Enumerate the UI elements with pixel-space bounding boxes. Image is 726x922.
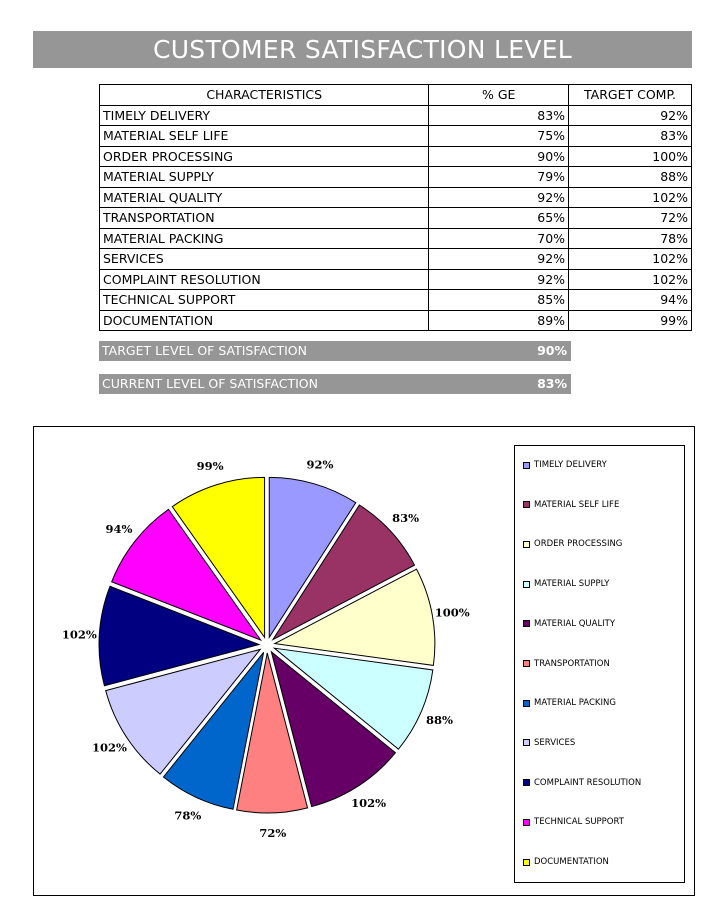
legend-swatch <box>523 462 530 469</box>
characteristic-cell: SERVICES <box>100 249 429 270</box>
table-row <box>100 310 692 331</box>
target-satisfaction-label: TARGET LEVEL OF SATISFACTION <box>102 343 307 358</box>
characteristic-cell: MATERIAL SELF LIFE <box>100 126 429 147</box>
legend-swatch <box>523 501 530 508</box>
legend-swatch <box>523 620 530 627</box>
target-cell: 102% <box>569 249 692 270</box>
legend-label: COMPLAINT RESOLUTION <box>534 777 642 788</box>
ge-cell: 92% <box>429 249 569 270</box>
legend-item <box>523 458 607 472</box>
legend-swatch <box>523 660 530 667</box>
legend-label: MATERIAL SUPPLY <box>534 579 610 590</box>
legend-swatch <box>523 700 530 707</box>
legend-label: SERVICES <box>534 737 576 748</box>
pie-data-label: 83% <box>392 510 420 525</box>
characteristic-cell: TECHNICAL SUPPORT <box>100 290 429 311</box>
characteristic-cell: COMPLAINT RESOLUTION <box>100 269 429 290</box>
table-row <box>100 167 692 188</box>
characteristic-cell: TIMELY DELIVERY <box>100 105 429 126</box>
target-cell: 92% <box>569 105 692 126</box>
chart-legend <box>514 445 685 883</box>
legend-swatch <box>523 859 530 866</box>
target-satisfaction-value: 90% <box>537 343 567 358</box>
target-cell: 88% <box>569 167 692 188</box>
table-row <box>100 105 692 126</box>
target-satisfaction-bar <box>99 341 571 361</box>
satisfaction-table <box>99 84 692 331</box>
target-cell: 100% <box>569 146 692 167</box>
legend-label: MATERIAL SELF LIFE <box>534 499 620 510</box>
pie-data-label: 102% <box>351 796 387 811</box>
legend-item <box>523 815 624 829</box>
pie-data-label: 88% <box>425 712 453 727</box>
ge-cell: 65% <box>429 208 569 229</box>
legend-label: TIMELY DELIVERY <box>534 460 607 470</box>
ge-cell: 92% <box>429 187 569 208</box>
table-row <box>100 187 692 208</box>
current-satisfaction-bar <box>99 374 571 394</box>
ge-cell: 90% <box>429 146 569 167</box>
page-title: CUSTOMER SATISFACTION LEVEL <box>33 31 692 68</box>
legend-label: TRANSPORTATION <box>534 658 610 669</box>
pie-data-label: 102% <box>61 627 97 642</box>
ge-cell: 85% <box>429 290 569 311</box>
target-cell: 99% <box>569 310 692 331</box>
pie-data-label: 99% <box>196 458 224 473</box>
legend-item <box>523 537 622 551</box>
characteristic-cell: MATERIAL PACKING <box>100 228 429 249</box>
legend-item <box>523 855 609 869</box>
ge-cell: 79% <box>429 167 569 188</box>
legend-label: ORDER PROCESSING <box>534 539 623 550</box>
ge-cell: 83% <box>429 105 569 126</box>
header-characteristics: CHARACTERISTICS <box>100 85 429 106</box>
pie-data-label: 94% <box>105 522 133 537</box>
legend-swatch <box>523 779 530 786</box>
table-row <box>100 269 692 290</box>
legend-label: MATERIAL QUALITY <box>534 618 616 629</box>
target-cell: 83% <box>569 126 692 147</box>
characteristic-cell: TRANSPORTATION <box>100 208 429 229</box>
pie-data-label: 72% <box>259 825 287 840</box>
table-header-row <box>100 85 692 106</box>
table-row <box>100 208 692 229</box>
characteristic-cell: DOCUMENTATION <box>100 310 429 331</box>
table-row <box>100 126 692 147</box>
legend-swatch <box>523 819 530 826</box>
legend-swatch <box>523 581 530 588</box>
ge-cell: 89% <box>429 310 569 331</box>
characteristic-cell: MATERIAL QUALITY <box>100 187 429 208</box>
target-cell: 94% <box>569 290 692 311</box>
pie-chart-frame <box>33 426 695 896</box>
pie-data-label: 92% <box>306 457 334 472</box>
characteristic-cell: ORDER PROCESSING <box>100 146 429 167</box>
ge-cell: 75% <box>429 126 569 147</box>
characteristic-cell: MATERIAL SUPPLY <box>100 167 429 188</box>
pie-chart <box>34 427 504 895</box>
ge-cell: 92% <box>429 269 569 290</box>
legend-swatch <box>523 541 530 548</box>
current-satisfaction-value: 83% <box>537 376 567 391</box>
table-row <box>100 249 692 270</box>
legend-item <box>523 577 609 591</box>
table-row <box>100 146 692 167</box>
target-cell: 72% <box>569 208 692 229</box>
legend-swatch <box>523 739 530 746</box>
legend-label: DOCUMENTATION <box>534 857 609 867</box>
table-row <box>100 290 692 311</box>
legend-label: MATERIAL PACKING <box>534 698 616 709</box>
legend-item <box>523 657 610 671</box>
target-cell: 102% <box>569 187 692 208</box>
legend-item <box>523 776 641 790</box>
target-cell: 78% <box>569 228 692 249</box>
pie-data-label: 102% <box>92 740 127 755</box>
ge-cell: 70% <box>429 228 569 249</box>
header-target-comp: TARGET COMP. <box>569 85 692 106</box>
legend-item <box>523 617 615 631</box>
target-cell: 102% <box>569 269 692 290</box>
legend-item <box>523 696 616 710</box>
header-percent-ge: % GE <box>429 85 569 106</box>
legend-label: TECHNICAL SUPPORT <box>534 817 624 828</box>
current-satisfaction-label: CURRENT LEVEL OF SATISFACTION <box>102 376 318 391</box>
table-row <box>100 228 692 249</box>
pie-data-label: 100% <box>434 605 470 620</box>
legend-item <box>523 498 619 512</box>
legend-item <box>523 736 575 750</box>
pie-data-label: 78% <box>174 808 202 823</box>
